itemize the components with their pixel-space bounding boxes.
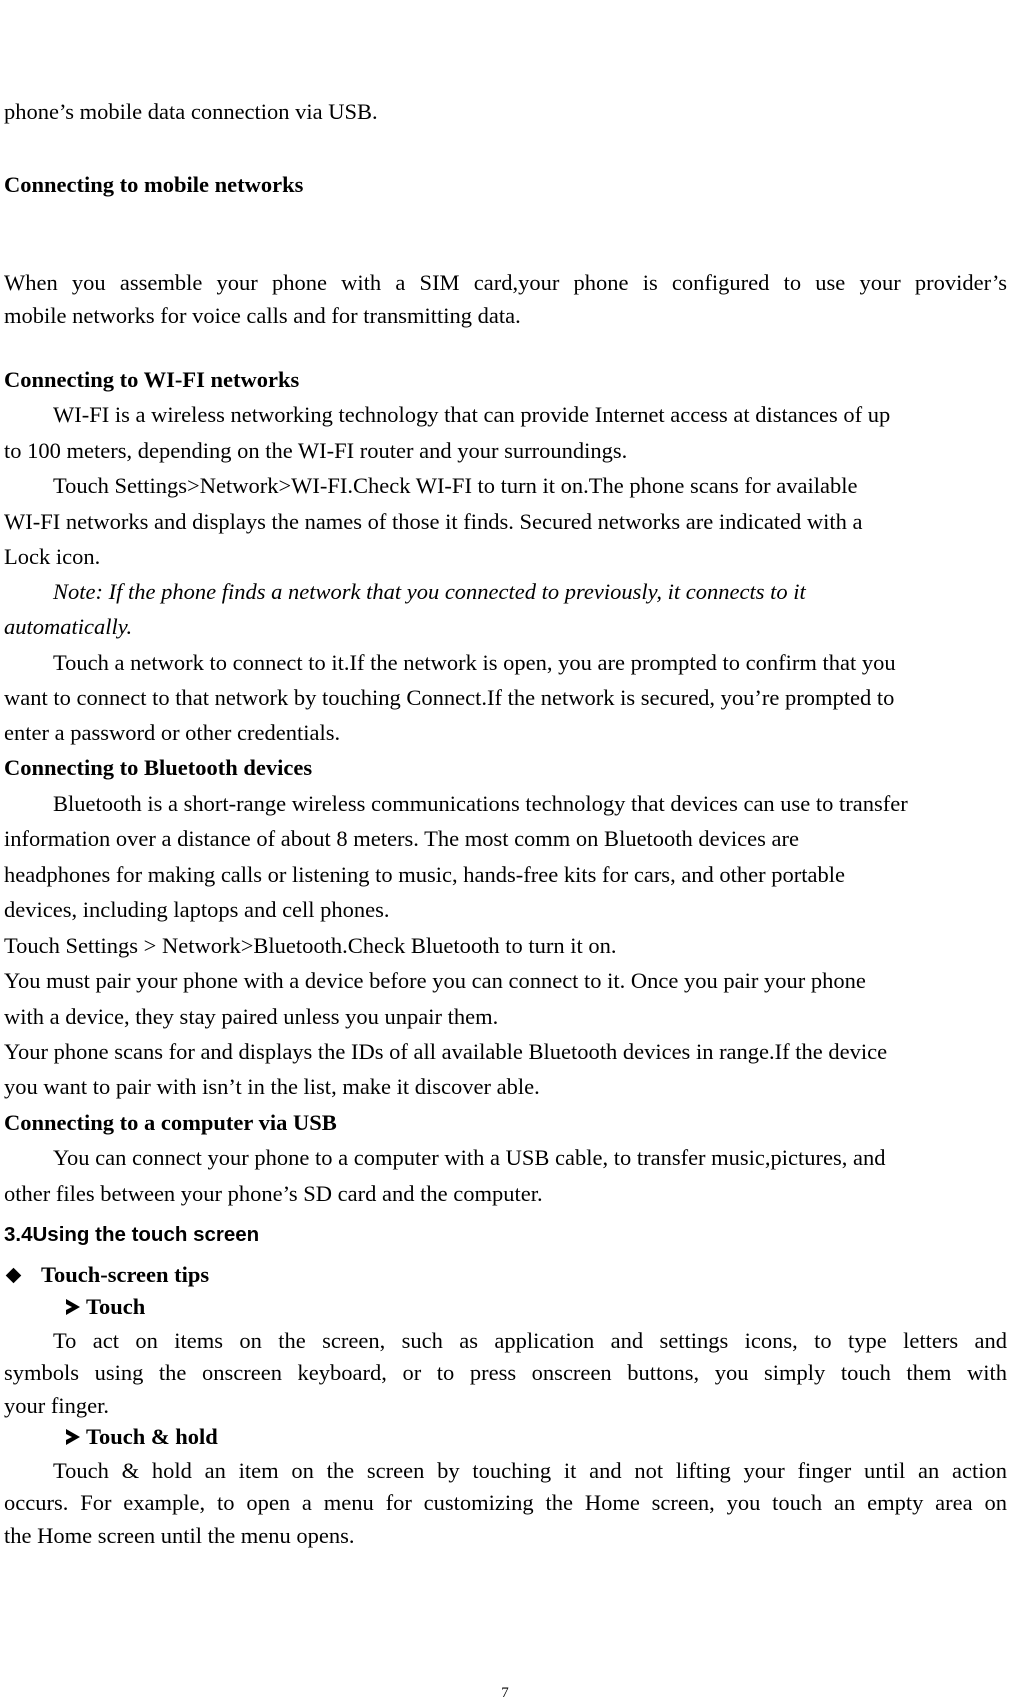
paragraph-line: You must pair your phone with a device before you can connect to it. Once you pair your phone [4,968,866,993]
paragraph-line: you want to pair with isn’t in the list, make it discover able. [4,1074,540,1099]
page-number: 7 [501,1685,509,1701]
paragraph-line: your finger. [4,1393,109,1418]
paragraph-line: Bluetooth is a short-range wireless communications technology that devices can use to transfer [53,791,908,816]
bullet-label: Touch-screen tips [41,1262,210,1287]
paragraph-line: devices, including laptops and cell phones. [4,897,390,922]
subbullet-item-touch-hold [66,1426,218,1449]
arrow-bullet-icon [66,1299,80,1315]
paragraph-line: You can connect your phone to a computer with a USB cable, to transfer music,pictures, and [53,1145,886,1170]
section-heading-bluetooth: Connecting to Bluetooth devices [4,755,313,780]
paragraph-line: Touch Settings > Network>Bluetooth.Check Bluetooth to turn it on. [4,933,617,958]
paragraph-line: symbols using the onscreen keyboard, or to press onscreen buttons, you simply touch them with [4,1360,1007,1385]
section-heading-mobile-networks: Connecting to mobile networks [4,172,304,197]
subbullet-label: Touch [86,1294,146,1319]
paragraph-line: Touch & hold an item on the screen by touching it and not lifting your finger until an action [53,1458,1007,1483]
paragraph-line: To act on items on the screen, such as application and settings icons, to type letters and [53,1328,1007,1353]
section-heading-usb: Connecting to a computer via USB [4,1110,337,1135]
paragraph-line: mobile networks for voice calls and for transmitting data. [4,303,521,328]
paragraph-line: Lock icon. [4,544,101,569]
paragraph-line: the Home screen until the menu opens. [4,1523,355,1548]
paragraph-line: Touch a network to connect to it.If the network is open, you are prompted to confirm that you [53,650,896,675]
paragraph-line: want to connect to that network by touching Connect.If the network is secured, you’re prompted to [4,685,895,710]
paragraph-line: information over a distance of about 8 meters. The most comm on Bluetooth devices are [4,826,799,851]
subbullet-label: Touch & hold [86,1424,218,1449]
subbullet-item-touch [66,1296,145,1319]
note-line: automatically. [4,614,133,639]
bullet-item-touch-screen-tips [4,1264,209,1287]
paragraph-line: other files between your phone’s SD card and the computer. [4,1181,543,1206]
paragraph-line: headphones for making calls or listening to music, hands-free kits for cars, and other portable [4,862,846,887]
section-heading-touch-screen: 3.4Using the touch screen [4,1223,260,1246]
paragraph-line: Touch Settings>Network>WI-FI.Check WI-FI to turn it on.The phone scans for available [53,473,858,498]
section-heading-wifi: Connecting to WI-FI networks [4,367,300,392]
paragraph-line: phone’s mobile data connection via USB. [4,99,378,124]
paragraph-line: When you assemble your phone with a SIM card,your phone is configured to use your provider’s [4,270,1007,295]
note-line: Note: If the phone finds a network that you connected to previously, it connects to it [53,579,806,604]
paragraph-line: with a device, they stay paired unless you unpair them. [4,1004,499,1029]
paragraph-line: to 100 meters, depending on the WI-FI router and your surroundings. [4,438,628,463]
paragraph-line: WI-FI is a wireless networking technology that can provide Internet access at distances of up [53,402,891,427]
paragraph-line: enter a password or other credentials. [4,720,341,745]
paragraph-line: WI-FI networks and displays the names of those it finds. Secured networks are indicated with a [4,509,863,534]
paragraph-line: Your phone scans for and displays the IDs of all available Bluetooth devices in range.If the device [4,1039,888,1064]
diamond-bullet-icon [6,1267,22,1283]
arrow-bullet-icon [66,1429,80,1445]
paragraph-line: occurs. For example, to open a menu for customizing the Home screen, you touch an empty area on [4,1490,1007,1515]
